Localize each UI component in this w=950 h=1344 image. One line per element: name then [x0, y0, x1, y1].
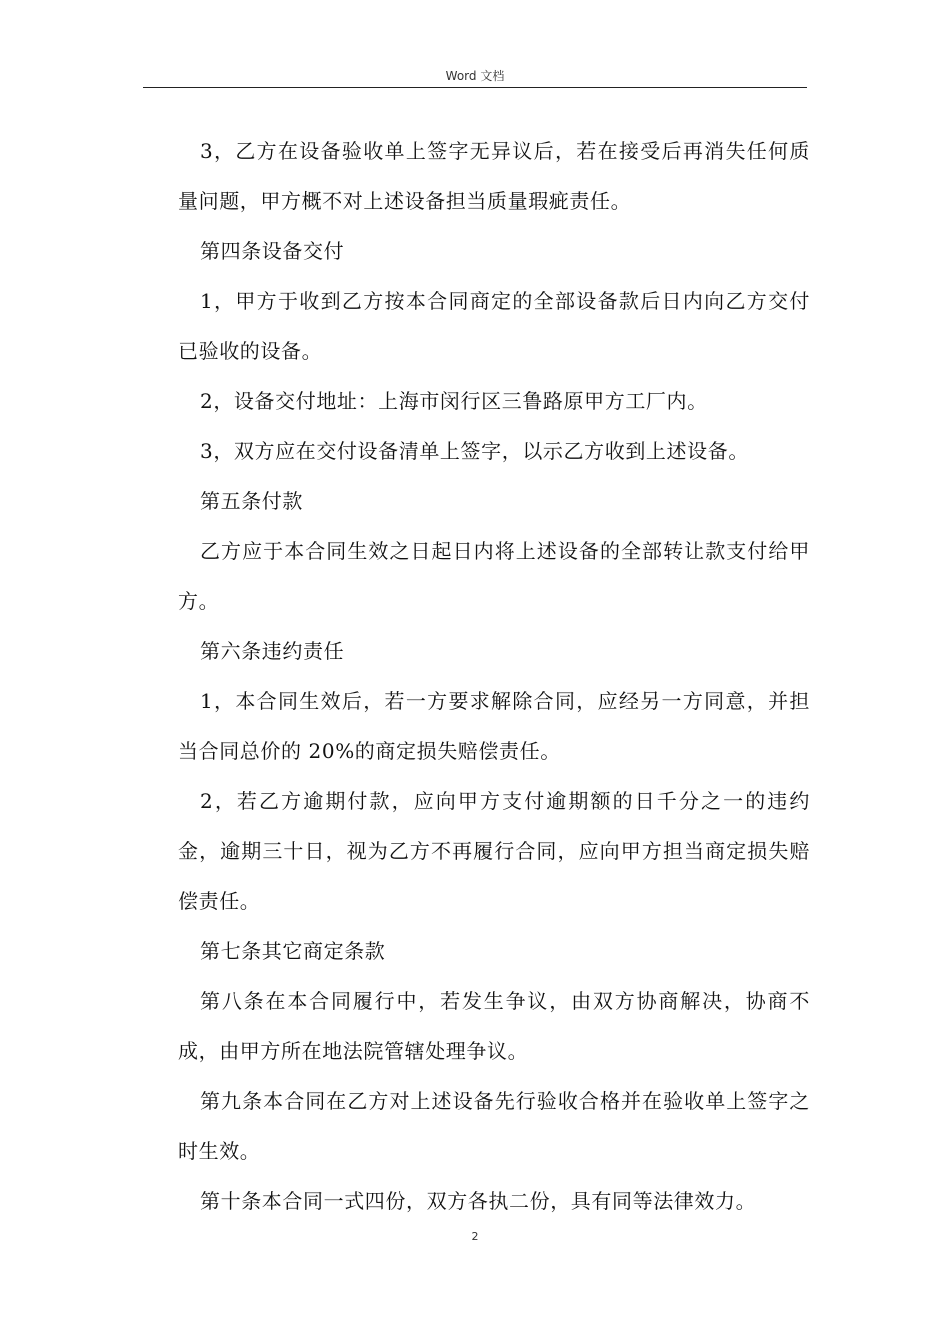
document-body: [178, 126, 810, 1226]
heading-article-6: 第六条违约责任: [200, 639, 345, 663]
heading-article-7: 第七条其它商定条款: [200, 939, 386, 963]
paragraph-payment: 乙方应于本合同生效之日起日内将上述设备的全部转让款支付给甲方。: [178, 539, 810, 613]
page-number: 2: [471, 1230, 479, 1243]
paragraph-clause-4-1: 1，甲方于收到乙方按本合同商定的全部设备款后日内向乙方交付已验收的设备。: [178, 289, 810, 363]
heading-article-5: 第五条付款: [200, 489, 303, 513]
paragraph-clause-4-2: 2，设备交付地址：上海市闵行区三鲁路原甲方工厂内。: [200, 389, 708, 413]
paragraph-article-8: 第八条在本合同履行中，若发生争议，由双方协商解决，协商不成，由甲方所在地法院管辖处理争议。: [178, 989, 810, 1063]
paragraph-clause-4-3: 3，双方应在交付设备清单上签字，以示乙方收到上述设备。: [200, 439, 749, 463]
header-divider: [143, 87, 807, 88]
paragraph-clause-6-1: 1，本合同生效后，若一方要求解除合同，应经另一方同意，并担当合同总价的 20%的商定损失赔偿责任。: [178, 689, 810, 763]
paragraph-article-10: 第十条本合同一式四份，双方各执二份，具有同等法律效力。: [200, 1189, 757, 1213]
heading-article-4: 第四条设备交付: [200, 239, 345, 263]
page-header: Word 文档: [445, 69, 505, 83]
paragraph-clause-6-2: 2，若乙方逾期付款，应向甲方支付逾期额的日千分之一的违约金，逾期三十日，视为乙方不再履行合同，应向甲方担当商定损失赔偿责任。: [178, 789, 810, 913]
paragraph-clause-3-3: 3，乙方在设备验收单上签字无异议后，若在接受后再消失任何质量问题，甲方概不对上述设备担当质量瑕疵责任。: [178, 139, 810, 213]
paragraph-article-9: 第九条本合同在乙方对上述设备先行验收合格并在验收单上签字之时生效。: [178, 1089, 810, 1163]
